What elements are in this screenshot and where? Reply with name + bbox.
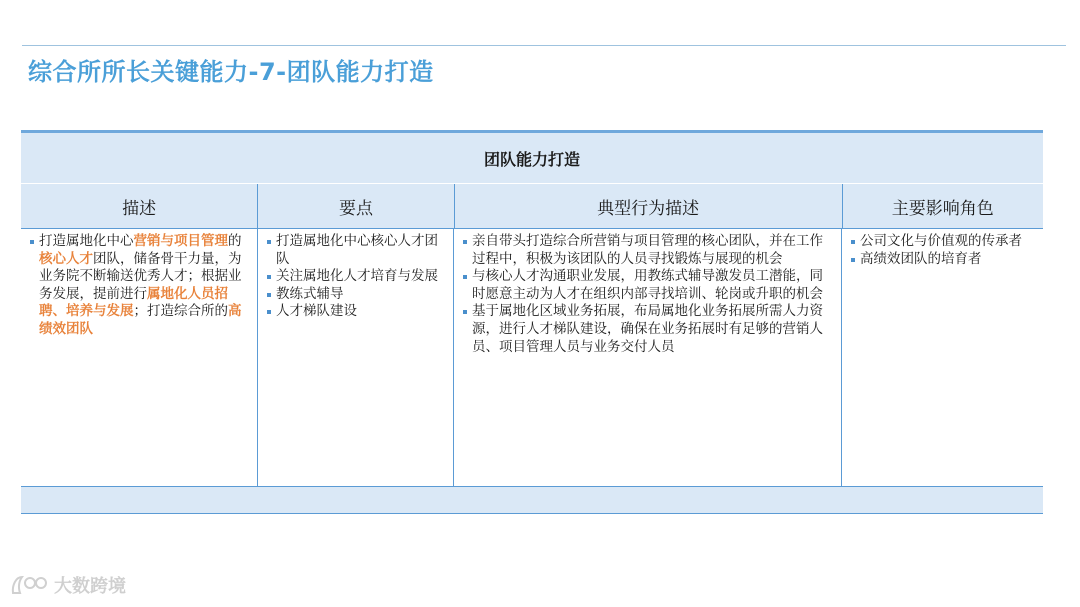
desc-segment: 团队，储备骨干力量，为业务院不断输送优秀人才；根据业务发展，提前进行 [39,250,242,302]
behaviors-cell [454,229,842,486]
competency-table [21,130,1043,514]
header-behaviors: 典型行为描述 [455,184,843,228]
desc-segment: 的 [228,233,242,249]
desc-highlight: 营销与项目管理 [133,233,228,249]
logo-glyph-icon [10,573,50,597]
list-item: 关注属地化人才培育与发展 [266,268,447,286]
list-item: 与核心人才沟通职业发展，用教练式辅导激发员工潜能，同时愿意主动为人才在组织内部寻找培训、轮岗或升职的机会 [462,268,835,303]
watermark-text: 大数跨境 [54,576,126,597]
desc-segment: 打造属地化中心 [39,233,134,249]
page-title: 综合所所长关键能力-7-团队能力打造 [28,58,434,86]
table-body-row [21,228,1043,487]
table-footer-band [21,487,1043,514]
list-item: 公司文化与价值观的传承者 [850,233,1037,251]
desc-highlight: 高绩效团队 [39,303,242,337]
desc-segment: ；打造综合所的 [133,303,228,320]
list-item: 人才梯队建设 [266,303,447,321]
watermark [10,572,126,598]
desc-highlight: 属地化人员招聘、培养与发展 [39,285,228,320]
header-key-points: 要点 [258,184,454,228]
list-item: 打造属地化中心核心人才团队 [266,233,447,268]
list-item: 基于属地化区域业务拓展，布局属地化业务拓展所需人力资源，进行人才梯队建设，确保在业务拓展时有足够的营销人员、项目管理人员与业务交付人员 [462,303,835,356]
header-roles: 主要影响角色 [891,198,994,219]
roles-cell [842,229,1043,486]
header-description: 描述 [21,184,258,228]
table-header-row [21,184,1043,228]
key-points-cell [258,229,454,486]
list-item: 教练式辅导 [266,286,447,304]
list-item: 亲自带头打造综合所营销与项目管理的核心团队，并在工作过程中，积极为该团队的人员寻找锻炼与展现的机会 [462,233,835,268]
top-divider [22,45,1066,46]
description-text [29,233,251,339]
table-title: 团队能力打造 [21,133,1043,184]
list-item: 高绩效团队的培育者 [850,251,1037,269]
description-cell [21,229,258,486]
desc-highlight: 核心人才 [39,250,93,267]
